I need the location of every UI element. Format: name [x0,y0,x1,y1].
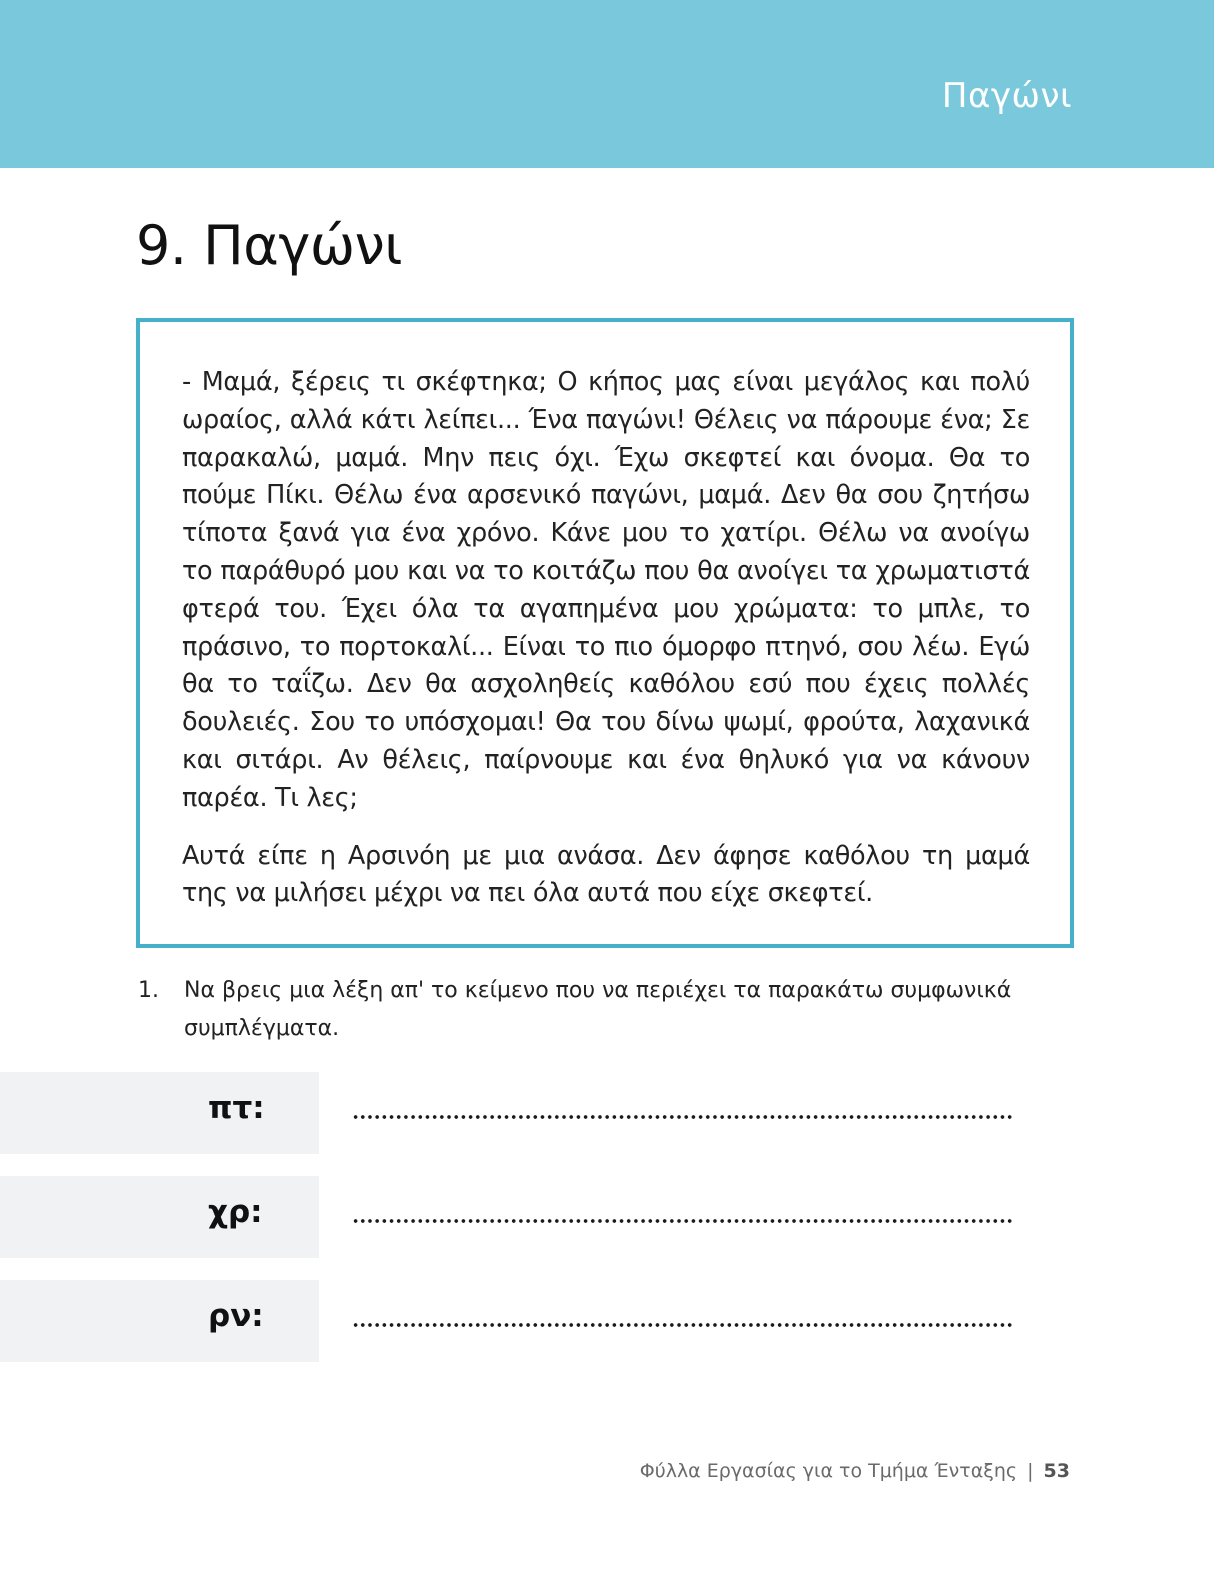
page-title: 9. Παγώνι [136,214,403,277]
answer-dotted-line[interactable] [352,1214,1012,1228]
header-band [0,0,1214,168]
cluster-label: πτ: [208,1090,265,1126]
cluster-label-box [0,1280,319,1362]
cluster-row-pt [0,1072,1214,1154]
question-text: Να βρεις μια λέξη απ' το κείμενο που να περιέχει τα παρακάτω συμφωνικά συμπλέγματα. [184,978,1012,1041]
cluster-row-chr [0,1176,1214,1258]
cluster-label-box [0,1176,319,1258]
answer-dotted-line[interactable] [352,1318,1012,1332]
footer [640,1460,1070,1482]
story-box [136,318,1074,948]
story-paragraph-1: - Μαμά, ξέρεις τι σκέφτηκα; Ο κήπος μας είναι μεγάλος και πολύ ωραίος, αλλά κάτι λείπει... Ένα παγώνι! Θέλεις να πάρουμε ένα; Σε παρακαλώ, μαμά. Μην πεις όχι. Έχω σκεφτεί και όνομα. Θα το πούμε Πίκι. Θέλω ένα αρσενικό παγώνι, μαμά. Δεν θα σου ζητήσω τίποτα ξανά για ένα χρόνο. Κάνε μου το χατίρι. Θέλω να ανοίγω το παράθυρό μου και να το κοιτάζω που θα ανοίγει τα χρωματιστά φτερά του. Έχει όλα τα αγαπημένα μου χρώματα: το μπλε, το πράσινο, το πορτοκαλί... Είναι το πιο όμορφο πτηνό, σου λέω. Εγώ θα το ταΐζω. Δεν θα ασχοληθείς καθόλου εσύ που έχεις πολλές δουλειές. Σου το υπόσχομαι! Θα του δίνω ψωμί, φρούτα, λαχανικά και σιτάρι. Αν θέλεις, παίρνουμε και ένα θηλυκό για να κάνουν παρέα. Τι λες; [182,367,1030,813]
cluster-label-box [0,1072,319,1154]
header-title: Παγώνι [941,76,1072,116]
page-number: 53 [1043,1460,1070,1482]
footer-separator: | [1027,1460,1034,1482]
answer-dotted-line[interactable] [352,1110,1012,1124]
story-paragraph-2: Αυτά είπε η Αρσινόη με μια ανάσα. Δεν άφησε καθόλου τη μαμά της να μιλήσει μέχρι να πει όλα αυτά που είχε σκεφτεί. [182,840,1030,909]
cluster-row-rn [0,1280,1214,1362]
cluster-label: ρν: [208,1298,264,1334]
question-number: 1. [138,978,159,1003]
cluster-label: χρ: [208,1194,263,1230]
story-text [182,364,1030,913]
footer-text: Φύλλα Εργασίας για το Τμήμα Ένταξης [639,1460,1018,1482]
